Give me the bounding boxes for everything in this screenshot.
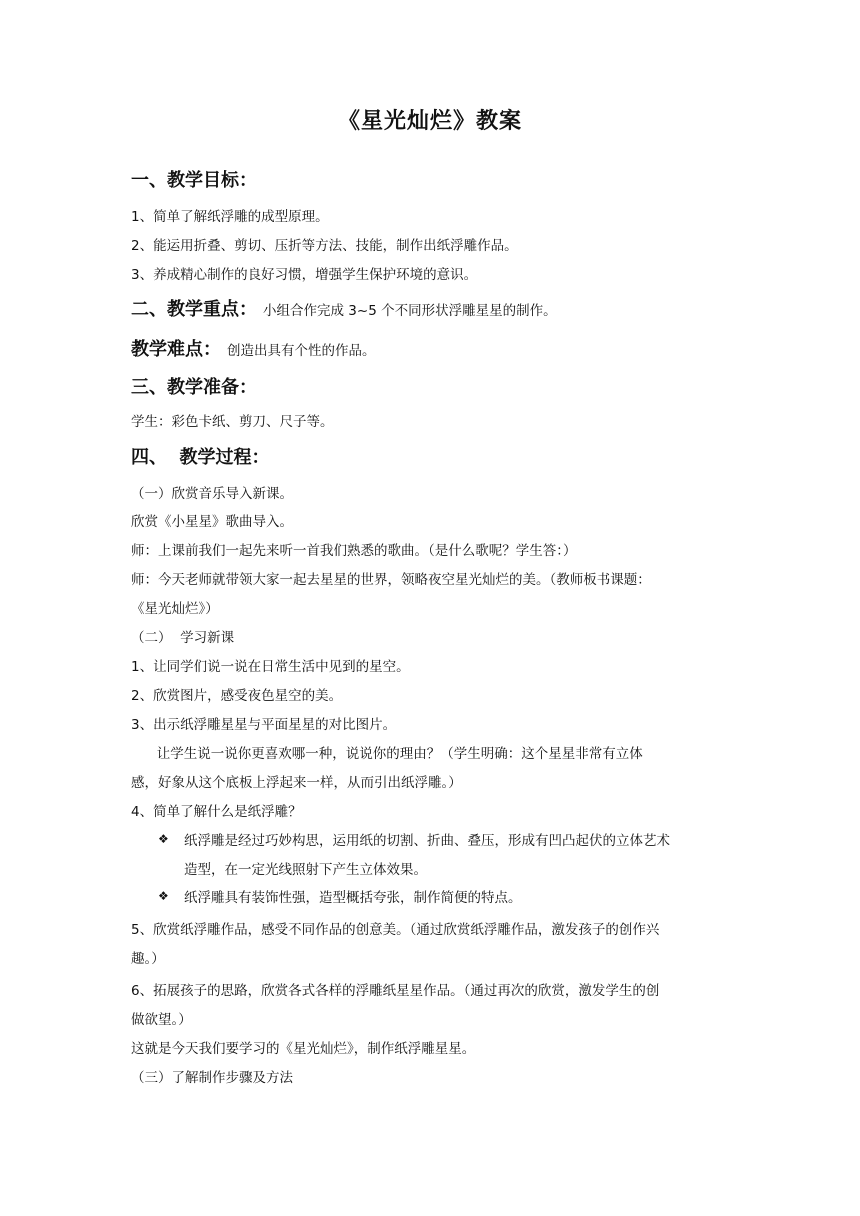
diamond-bullet-icon: ❖ (158, 889, 169, 903)
part2-title: （二） 学习新课 (131, 630, 235, 646)
part1-line-3: 师：今天老师就带领大家一起去星星的世界，领略夜空星光灿烂的美。（教师板书课题： (131, 572, 651, 588)
bullet-text-1: 纸浮雕是经过巧妙构思，运用纸的切割、折曲、叠压，形成有凹凸起伏的立体艺术 (184, 833, 670, 849)
part2-line-10: 做欲望。） (131, 1012, 192, 1028)
diamond-bullet-icon: ❖ (158, 832, 169, 846)
section1-heading: 一、教学目标： (131, 170, 257, 191)
part2-line-5: 感，好象从这个底板上浮起来一样，从而引出纸浮雕。） (131, 775, 462, 791)
part1-line-4: 《星光灿烂》） (131, 601, 219, 617)
part1-line-1: 欣赏《小星星》歌曲导入。 (131, 514, 293, 530)
part2-line-8: 趣。） (131, 951, 165, 967)
part1-line-2: 师：上课前我们一起先来听一首我们熟悉的歌曲。（是什么歌呢？学生答：） (131, 543, 577, 559)
part2-line-7: 5、欣赏纸浮雕作品，感受不同作品的创意美。（通过欣赏纸浮雕作品，激发孩子的创作兴 (131, 922, 660, 938)
difficulty-line (131, 335, 376, 361)
part2-line-3: 3、出示纸浮雕星星与平面星星的对比图片。 (131, 717, 397, 733)
bullet-text-1-cont: 造型，在一定光线照射下产生立体效果。 (184, 862, 427, 878)
section4-heading: 四、 教学过程： (131, 447, 270, 468)
bullet-text-2: 纸浮雕具有装饰性强，造型概括夸张，制作简便的特点。 (184, 890, 522, 906)
part2-line-9: 6、拓展孩子的思路，欣赏各式各样的浮雕纸星星作品。（通过再次的欣赏，激发学生的创 (131, 983, 660, 999)
part2-line-4: 让学生说一说你更喜欢哪一种，说说你的理由？（学生明确：这个星星非常有立体 (131, 746, 643, 762)
part2-line-2: 2、欣赏图片，感受夜色星空的美。 (131, 688, 343, 704)
difficulty-text: 创造出具有个性的作品。 (227, 343, 376, 359)
objective-item-3: 3、养成精心制作的良好习惯，增强学生保护环境的意识。 (131, 267, 478, 283)
section2-line (131, 295, 557, 321)
part1-title: （一）欣赏音乐导入新课。 (131, 486, 293, 502)
part2-line-11: 这就是今天我们要学习的《星光灿烂》，制作纸浮雕星星。 (131, 1041, 476, 1057)
section2-text: 小组合作完成 3~5 个不同形状浮雕星星的制作。 (263, 303, 557, 319)
part2-line-1: 1、让同学们说一说在日常生活中见到的星空。 (131, 659, 410, 675)
objective-item-2: 2、能运用折叠、剪切、压折等方法、技能，制作出纸浮雕作品。 (131, 238, 518, 254)
part2-line-6: 4、简单了解什么是纸浮雕？ (131, 804, 302, 820)
document-title: 《星光灿烂》教案 (337, 109, 522, 134)
section3-heading: 三、教学准备： (131, 377, 257, 398)
difficulty-heading: 教学难点： (131, 339, 221, 360)
section2-heading: 二、教学重点： (131, 299, 257, 320)
preparation-text: 学生：彩色卡纸、剪刀、尺子等。 (131, 414, 334, 430)
part3-title: （三）了解制作步骤及方法 (131, 1070, 293, 1086)
objective-item-1: 1、简单了解纸浮雕的成型原理。 (131, 209, 329, 225)
